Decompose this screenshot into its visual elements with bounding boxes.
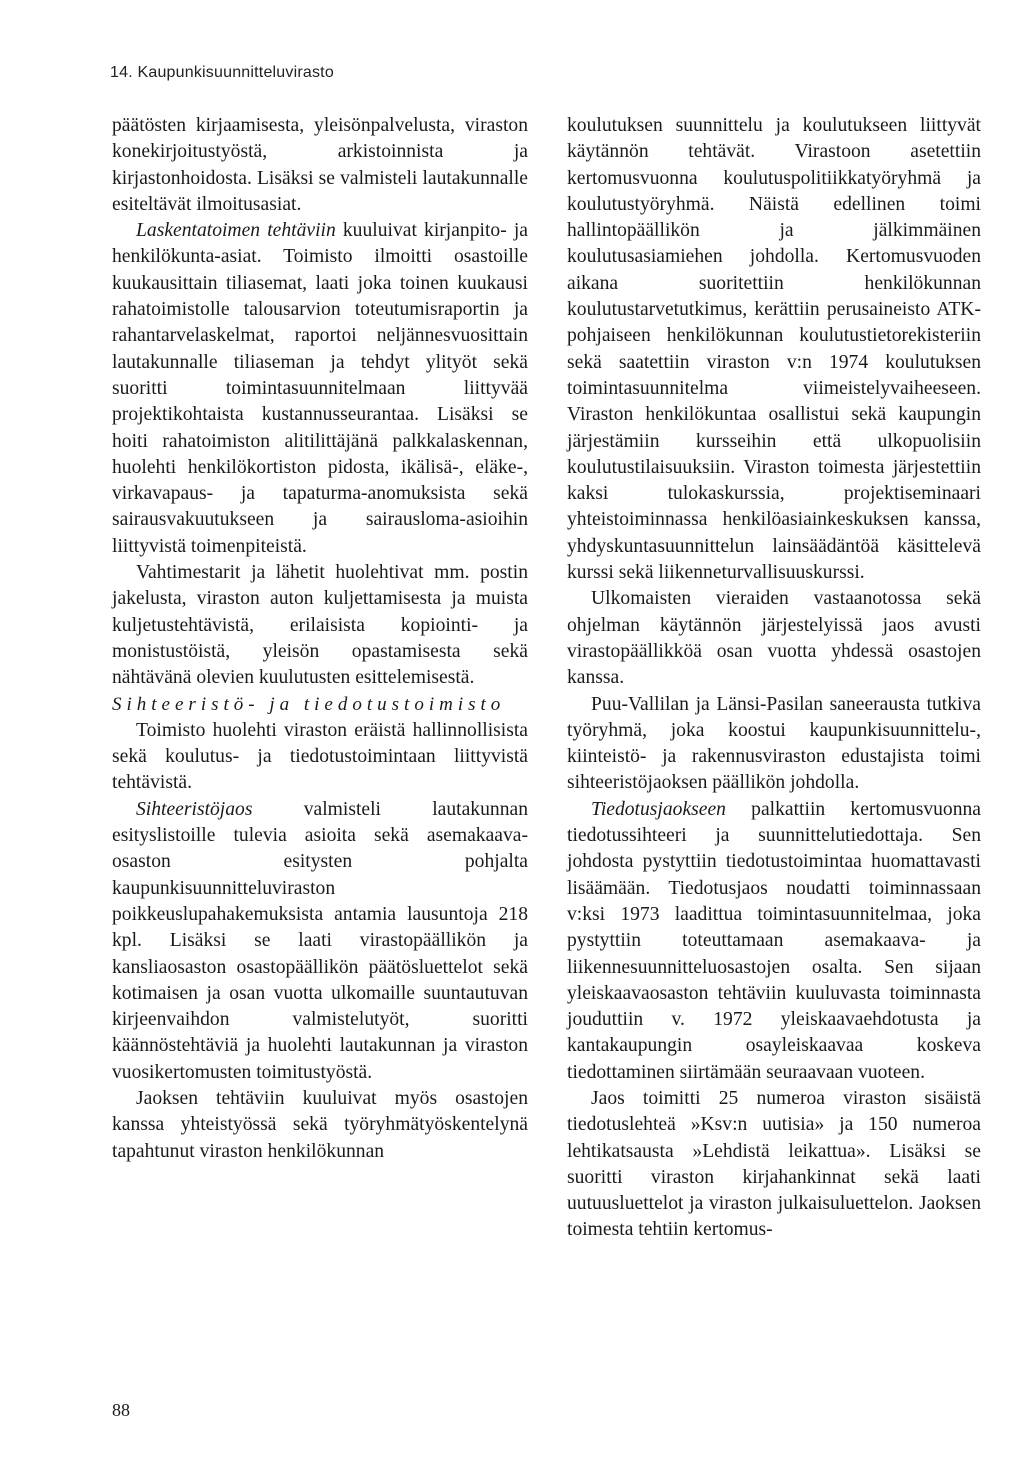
page-number: 88	[112, 1400, 130, 1420]
paragraph: päätösten kirjaamisesta, yleisönpalvelusta, viraston konekirjoitustyöstä, arkistoinnista ja kirjastonhoidosta. Lisäksi se valmisteli lautakunnalle esiteltävät ilmoitusasiat.	[112, 115, 528, 215]
emphasis: Laskentatoimen tehtäviin	[136, 220, 336, 242]
paragraph	[567, 797, 981, 1086]
paragraph: Jaos toimitti 25 numeroa viraston sisäistä tiedotuslehteä »Ksv:n uutisia» ja 150 numeroa lehtikatsausta »Lehdistä leikattua». Lisäksi se suoritti viraston kirjahankinnat sekä laati uutuusluettelot ja viraston julkaisuluettelon. Jaoksen toimesta tehtiin kertomus-	[567, 1087, 981, 1241]
paragraph: koulutuksen suunnittelu ja koulutukseen liittyvät käytännön tehtävät. Virastoon asetettiin kertomusvuonna koulutuspolitiikkatyöryhmä ja koulutustyöryhmä. Näistä edellinen toimi hallintopäällikön ja jälkimmäinen koulutusasiamiehen johdolla. Kertomusvuoden aikana suoritettiin henkilökunnan koulutustarvetutkimus, kerättiin perusaineisto ATK-pohjaiseen henkilökunnan koulutustietorekisteriin sekä saatettiin viraston v:n 1974 koulutuksen toimintasuunnitelma viimeistelyvaiheeseen. Viraston henkilökuntaa osallistui sekä kaupungin järjestämiin kursseihin että ulkopuolisiin koulutustilaisuuksiin. Viraston toimesta järjestettiin kaksi tulokaskurssia, projektiseminaari yhteistoiminnassa henkilöasiainkeskuksen kanssa, yhdyskuntasuunnittelun lainsäädäntöä käsittelevä kurssi sekä liikenneturvallisuuskurssi.	[567, 115, 981, 584]
running-header: 14. Kaupunkisuunnitteluvirasto	[110, 64, 334, 81]
paragraph-text: kuuluivat kirjanpito- ja henkilökunta-asiat. Toimisto ilmoitti osastoille kuukausittain tiliasemat, laati joka toinen kuukausi rahatoimistolle talousarvion toteutumisraportin ja rahantarvelaskelmat, raportoi neljännesvuosittain lautakunnalle tiliaseman ja tehdyt ylityöt sekä suoritti toimintasuunnitelmaan liittyvää projektikohtaista kustannusseurantaa. Lisäksi se hoiti rahatoimiston alitilittäjänä palkkalaskennan, huolehti henkilökortiston pidosta, ikälisä-, eläke-, virkavapaus- ja tapaturma-anomuksista sekä sairausvakuutukseen ja sairausloma-asioihin liittyvistä toimenpiteistä.	[112, 220, 528, 557]
paragraph: Puu-Vallilan ja Länsi-Pasilan saneerausta tutkiva työryhmä, joka koostui kaupunkisuunnittelu-, kiinteistö- ja rakennusviraston edustajista toimi sihteeristöjaoksen päällikön johdolla.	[567, 693, 981, 794]
paragraph: Toimisto huolehti viraston eräistä hallinnollisista sekä koulutus- ja tiedotustoimintaan liittyvistä tehtävistä.	[112, 719, 528, 794]
section-heading: Sihteeristö- ja tiedotustoimisto	[112, 693, 506, 715]
paragraph: Vahtimestarit ja lähetit huolehtivat mm. postin jakelusta, viraston auton kuljettamisesta ja muista kuljetustehtävistä, erilaisista kopiointi- ja monistustöistä, yleisön opastamisesta sekä nähtävänä olevien kuulutusten esittelemisestä.	[112, 562, 528, 689]
paragraph	[112, 797, 528, 1086]
paragraph-text: palkattiin kertomusvuonna tiedotussihteeri ja suunnittelutiedottaja. Sen johdosta pystyttiin tiedotustoimintaa huomattavasti lisäämään. Tiedotusjaos noudatti toiminnassaan v:ksi 1973 laadittua toimintasuunnitelmaa, joka pystyttiin toteuttamaan asemakaava- ja liikennesuunnitteluosastojen osalta. Sen sijaan yleiskaavaosaston tehtäviin kuuluvasta toiminnasta jouduttiin v. 1972 yleiskaavaehdotusta ja kantakaupungin osayleiskaavaa koskeva tiedottaminen siirtämään seuraavaan vuoteen.	[567, 798, 981, 1083]
right-column	[567, 113, 981, 1244]
emphasis: Sihteeristöjaos	[136, 798, 253, 820]
paragraph-text: valmisteli lautakunnan esityslistoille tulevia asioita sekä asemakaava-osaston esitysten pohjalta kaupunkisuunnitteluviraston poikkeuslupahakemuksista antamia lausuntoja 218 kpl. Lisäksi se laati virastopäällikön ja kansliaosaston osastopäällikön päätösluettelot sekä kotimaisen ja osan vuotta ulkomaille suuntautuvan kirjeenvaihdon valmistelutyöt, suoritti käännöstehtäviä ja huolehti lautakunnan ja viraston vuosikertomusten toimitustyöstä.	[112, 798, 528, 1083]
paragraph	[112, 218, 528, 560]
paragraph: Ulkomaisten vieraiden vastaanotossa sekä ohjelman käytännön järjestelyissä jaos avusti virastopäällikköä osan vuotta yhdessä osastojen kanssa.	[567, 588, 981, 689]
emphasis: Tiedotusjaokseen	[591, 798, 726, 820]
left-column	[112, 113, 528, 1165]
paragraph: Jaoksen tehtäviin kuuluivat myös osastojen kanssa yhteistyössä sekä työryhmätyöskentelynä tapahtunut viraston henkilökunnan	[112, 1087, 528, 1162]
